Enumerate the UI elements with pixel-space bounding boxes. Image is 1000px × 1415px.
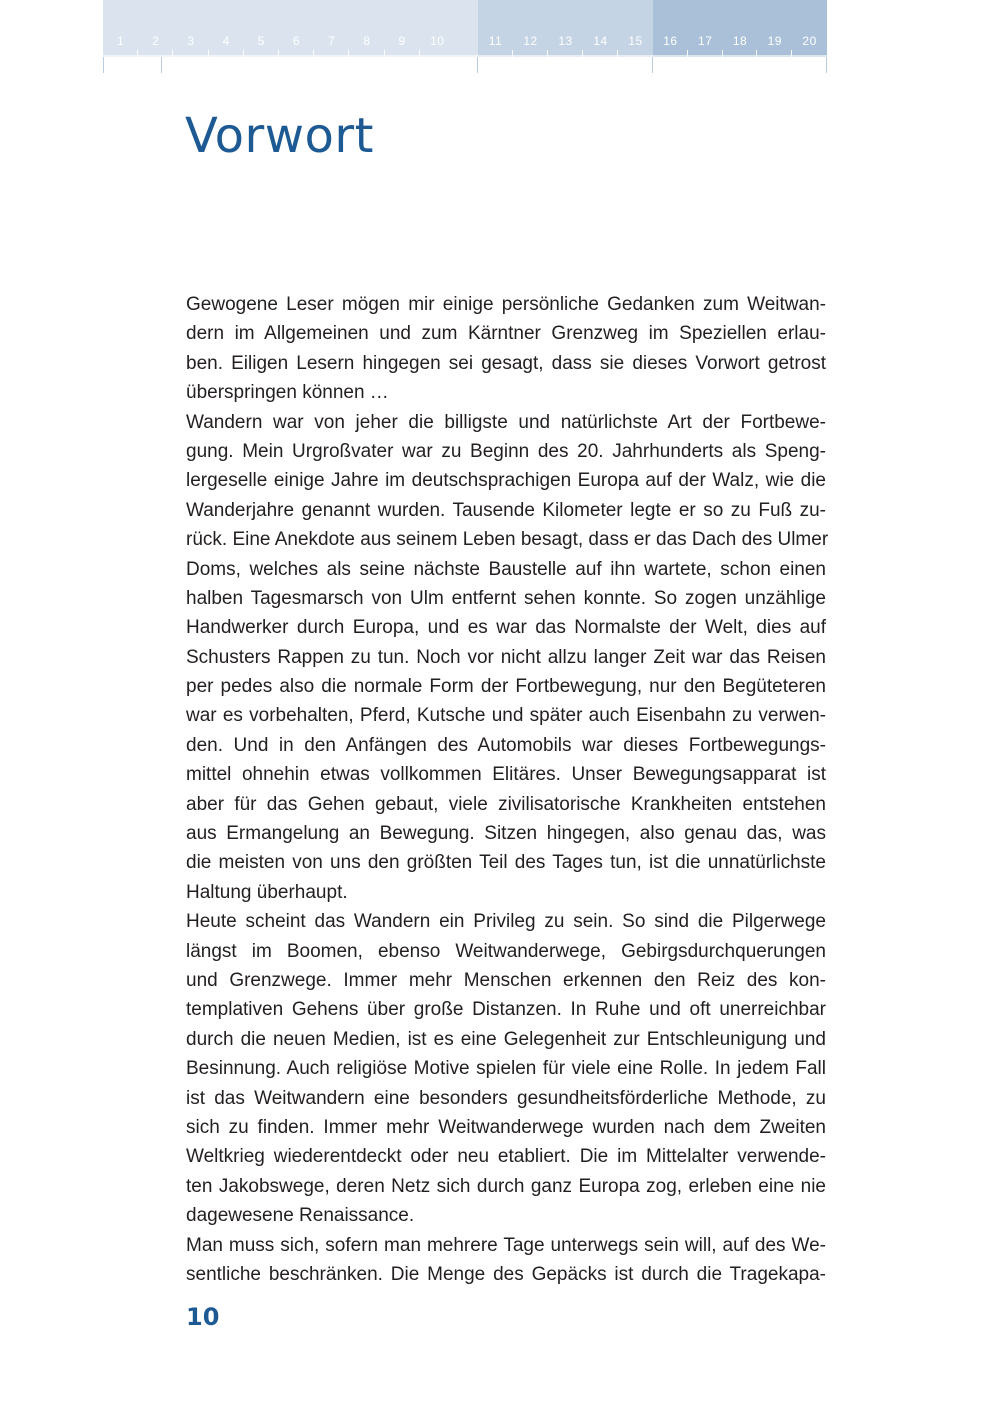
text-line: dern im Allgemeinen und zum Kärntner Grenzweg im Speziellen erlau-	[186, 323, 826, 345]
text-line: halben Tagesmarsch von Ulm entfernt sehen konnte. So zogen unzählige	[186, 587, 826, 609]
chapter-tab: 4	[209, 34, 244, 48]
text-line: dagewesene Renaissance.	[186, 1205, 415, 1227]
chapter-tab: 9	[385, 34, 420, 48]
text-line: überspringen können …	[186, 382, 389, 404]
chapter-tab-bar	[103, 0, 827, 57]
text-line: aus Ermangelung an Bewegung. Sitzen hingegen, also genau das, was	[186, 823, 826, 845]
text-line: Besinnung. Auch religiöse Motive spielen für viele eine Rolle. In jedem Fall	[186, 1058, 826, 1080]
chapter-tab: 6	[279, 34, 314, 48]
text-line: Heute scheint das Wandern ein Privileg zu sein. So sind die Pilgerwege	[186, 911, 826, 933]
page-title: Vorwort	[185, 108, 374, 164]
tab-tick-marks	[103, 57, 827, 73]
text-line: Weltkrieg wiederentdeckt oder neu etabliert. Die im Mittelalter verwende-	[186, 1146, 826, 1168]
text-line: Handwerker durch Europa, und es war das Normalste der Welt, dies auf	[186, 617, 826, 639]
text-line: und Grenzwege. Immer mehr Menschen erkennen den Reiz des kon-	[186, 969, 826, 991]
text-line: rück. Eine Anekdote aus seinem Leben besagt, dass er das Dach des Ulmer	[186, 529, 829, 551]
chapter-tab: 17	[688, 34, 723, 48]
chapter-tab: 11	[478, 34, 513, 48]
text-line: sentliche beschränken. Die Menge des Gepäcks ist durch die Tragekapa-	[186, 1263, 826, 1285]
text-line: lergeselle einige Jahre im deutschsprachigen Europa auf der Walz, wie die	[186, 470, 826, 492]
text-line: Man muss sich, sofern man mehrere Tage unterwegs sein will, auf des We-	[186, 1234, 826, 1256]
text-line: war es vorbehalten, Pferd, Kutsche und später auch Eisenbahn zu verwen-	[186, 705, 826, 727]
chapter-tab: 19	[757, 34, 792, 48]
text-line: per pedes also die normale Form der Fortbewegung, nur den Begüteteren	[186, 676, 826, 698]
chapter-tab: 14	[583, 34, 618, 48]
text-line: längst im Boomen, ebenso Weitwanderwege, Gebirgsdurchquerungen	[186, 940, 826, 962]
text-line: Wandern war von jeher die billigste und natürlichste Art der Fortbewe-	[186, 411, 826, 433]
chapter-tab: 8	[349, 34, 384, 48]
chapter-tab: 2	[138, 34, 173, 48]
page-number: 10	[186, 1303, 220, 1331]
chapter-tab: 13	[548, 34, 583, 48]
chapter-tab: 10	[430, 34, 445, 48]
text-line: Gewogene Leser mögen mir einige persönliche Gedanken zum Weitwan-	[186, 294, 826, 315]
text-line: aber für das Gehen gebaut, viele zivilisatorische Krankheiten entstehen	[186, 793, 826, 815]
chapter-tab: 15	[628, 34, 643, 48]
text-line: gung. Mein Urgroßvater war zu Beginn des 20. Jahrhunderts als Speng-	[186, 440, 826, 462]
tab-group-16-20	[653, 0, 827, 57]
chapter-tab: 5	[244, 34, 279, 48]
body-text	[186, 290, 829, 1289]
text-line: Wanderjahre genannt wurden. Tausende Kilometer legte er so zu Fuß zu-	[186, 499, 826, 521]
text-line: Schusters Rappen zu tun. Noch vor nicht allzu langer Zeit war das Reisen	[186, 646, 826, 668]
text-line: templativen Gehens über große Distanzen. In Ruhe und oft unerreichbar	[186, 999, 826, 1021]
tick-mark	[826, 57, 827, 73]
text-line: ten Jakobswege, deren Netz sich durch ganz Europa zog, erleben eine nie	[186, 1175, 826, 1197]
chapter-tab: 20	[802, 34, 817, 48]
tick-mark	[477, 57, 478, 73]
chapter-tab: 12	[513, 34, 548, 48]
text-line: sich zu finden. Immer mehr Weitwanderwege wurden nach dem Zweiten	[186, 1116, 826, 1138]
chapter-tab: 16	[653, 34, 688, 48]
text-line: mittel ohnehin etwas vollkommen Elitäres. Unser Bewegungsapparat ist	[186, 764, 826, 786]
chapter-tab: 3	[173, 34, 208, 48]
tick-mark	[161, 57, 162, 73]
tab-group-1-10	[103, 0, 478, 57]
tick-mark	[103, 57, 104, 73]
text-line: ben. Eiligen Lesern hingegen sei gesagt, dass sie dieses Vorwort getrost	[186, 352, 826, 374]
text-line: Haltung überhaupt.	[186, 881, 348, 903]
text-line: die meisten von uns den größten Teil des Tages tun, ist die unnatürlichste	[186, 852, 826, 874]
text-line: durch die neuen Medien, ist es eine Gelegenheit zur Entschleunigung und	[186, 1028, 826, 1050]
chapter-tab: 18	[723, 34, 758, 48]
chapter-tab: 7	[314, 34, 349, 48]
tick-mark	[652, 57, 653, 73]
tab-group-11-15	[478, 0, 653, 57]
chapter-tab: 1	[103, 34, 138, 48]
text-line: Doms, welches als seine nächste Baustelle auf ihn wartete, schon einen	[186, 558, 826, 580]
text-line: ist das Weitwandern eine besonders gesundheitsförderliche Methode, zu	[186, 1087, 826, 1109]
text-line: den. Und in den Anfängen des Automobils war dieses Fortbewegungs-	[186, 734, 826, 756]
